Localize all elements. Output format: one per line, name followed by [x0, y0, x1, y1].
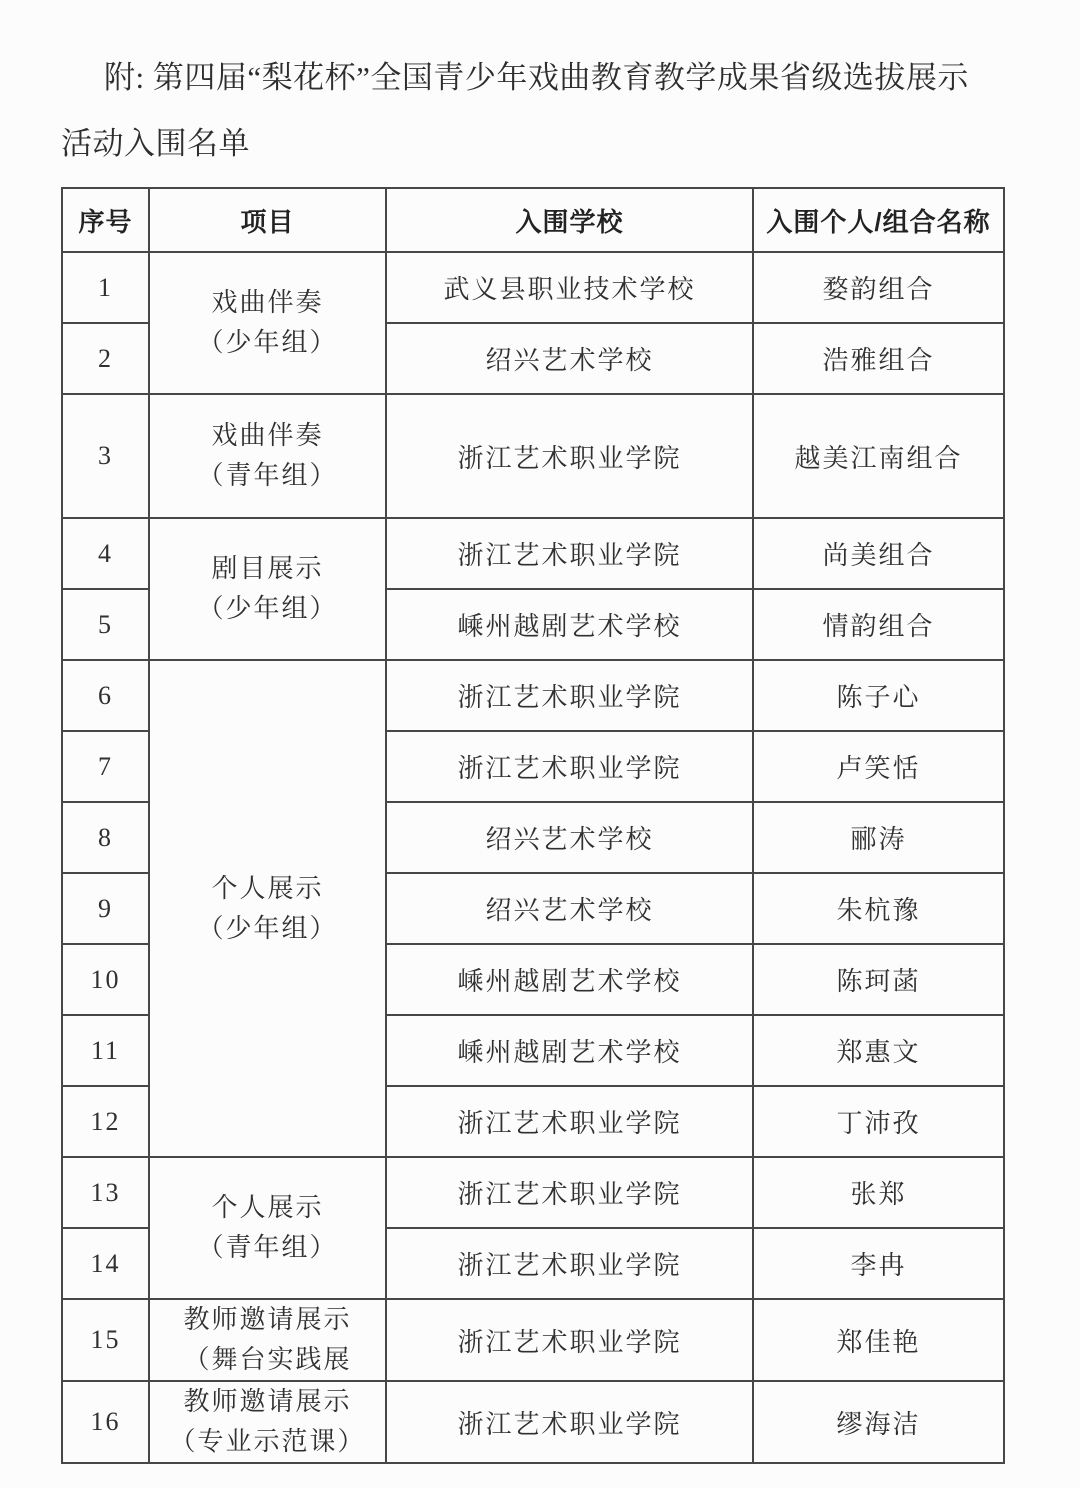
- finalists-table: [61, 187, 1005, 1464]
- project-cell: [149, 660, 386, 1157]
- school-cell: 浙江艺术职业学院: [386, 1086, 753, 1157]
- name-cell: 郑惠文: [753, 1015, 1004, 1086]
- school-cell: 浙江艺术职业学院: [386, 394, 753, 518]
- project-cell: [149, 1299, 386, 1381]
- name-cell: 李冉: [753, 1228, 1004, 1299]
- project-group-label: （专业示范课）: [169, 1427, 366, 1456]
- row-number-cell: 9: [62, 873, 149, 944]
- table-header-row: [62, 188, 1004, 252]
- project-group-label: （舞台实践展: [183, 1345, 352, 1374]
- table-row: [62, 518, 1004, 589]
- row-number-cell: 14: [62, 1228, 149, 1299]
- school-cell: 嵊州越剧艺术学校: [386, 944, 753, 1015]
- row-number-cell: 4: [62, 518, 149, 589]
- school-cell: 绍兴艺术学校: [386, 873, 753, 944]
- row-number-cell: 6: [62, 660, 149, 731]
- project-label: 教师邀请展示: [183, 1387, 352, 1416]
- header-name: 入围个人/组合名称: [753, 188, 1004, 252]
- project-cell: [149, 394, 386, 518]
- row-number-cell: 1: [62, 252, 149, 323]
- name-cell: 尚美组合: [753, 518, 1004, 589]
- row-number-cell: 15: [62, 1299, 149, 1381]
- name-cell: 朱杭豫: [753, 873, 1004, 944]
- table-row: [62, 1157, 1004, 1228]
- name-cell: 情韵组合: [753, 589, 1004, 660]
- project-label: 教师邀请展示: [183, 1305, 352, 1334]
- table-row: [62, 394, 1004, 518]
- header-school: 入围学校: [386, 188, 753, 252]
- project-label: 个人展示: [211, 873, 324, 903]
- title-line-2: 活动入围名单: [61, 126, 250, 161]
- name-cell: 陈珂菡: [753, 944, 1004, 1015]
- project-cell: [149, 518, 386, 660]
- school-cell: 嵊州越剧艺术学校: [386, 589, 753, 660]
- project-cell: [149, 1381, 386, 1463]
- project-cell: [149, 252, 386, 394]
- project-group-label: （少年组）: [197, 328, 338, 357]
- name-cell: 郑佳艳: [753, 1299, 1004, 1381]
- title-line-1: 附: 第四届“梨花杯”全国青少年戏曲教育教学成果省级选拔展示: [104, 60, 969, 95]
- header-no: 序号: [62, 188, 149, 252]
- name-cell: 越美江南组合: [753, 394, 1004, 518]
- school-cell: 绍兴艺术学校: [386, 802, 753, 873]
- name-cell: 浩雅组合: [753, 323, 1004, 394]
- school-cell: 浙江艺术职业学院: [386, 1157, 753, 1228]
- name-cell: 婺韵组合: [753, 252, 1004, 323]
- school-cell: 武义县职业技术学校: [386, 252, 753, 323]
- row-number-cell: 3: [62, 394, 149, 518]
- project-label: 戏曲伴奏: [211, 421, 324, 450]
- table-row: [62, 252, 1004, 323]
- school-cell: 绍兴艺术学校: [386, 323, 753, 394]
- table-row: [62, 1299, 1004, 1381]
- header-project: 项目: [149, 188, 386, 252]
- name-cell: 卢笑恬: [753, 731, 1004, 802]
- project-cell: [149, 1157, 386, 1299]
- school-cell: 浙江艺术职业学院: [386, 660, 753, 731]
- row-number-cell: 5: [62, 589, 149, 660]
- project-label: 剧目展示: [211, 554, 324, 583]
- row-number-cell: 13: [62, 1157, 149, 1228]
- row-number-cell: 8: [62, 802, 149, 873]
- name-cell: 陈子心: [753, 660, 1004, 731]
- row-number-cell: 12: [62, 1086, 149, 1157]
- school-cell: 浙江艺术职业学院: [386, 1381, 753, 1463]
- school-cell: 浙江艺术职业学院: [386, 1299, 753, 1381]
- name-cell: 张郑: [753, 1157, 1004, 1228]
- row-number-cell: 2: [62, 323, 149, 394]
- row-number-cell: 11: [62, 1015, 149, 1086]
- document-title: [61, 45, 1001, 177]
- project-label: 戏曲伴奏: [211, 288, 324, 317]
- project-group-label: （少年组）: [197, 913, 338, 943]
- table-row: [62, 1381, 1004, 1463]
- row-number-cell: 16: [62, 1381, 149, 1463]
- row-number-cell: 7: [62, 731, 149, 802]
- project-group-label: （青年组）: [197, 1233, 338, 1262]
- school-cell: 嵊州越剧艺术学校: [386, 1015, 753, 1086]
- name-cell: 丁沛孜: [753, 1086, 1004, 1157]
- name-cell: 缪海洁: [753, 1381, 1004, 1463]
- school-cell: 浙江艺术职业学院: [386, 1228, 753, 1299]
- name-cell: 郦涛: [753, 802, 1004, 873]
- project-group-label: （少年组）: [197, 594, 338, 623]
- row-number-cell: 10: [62, 944, 149, 1015]
- school-cell: 浙江艺术职业学院: [386, 731, 753, 802]
- project-label: 个人展示: [211, 1193, 324, 1222]
- project-group-label: （青年组）: [197, 461, 338, 490]
- table-row: [62, 660, 1004, 731]
- school-cell: 浙江艺术职业学院: [386, 518, 753, 589]
